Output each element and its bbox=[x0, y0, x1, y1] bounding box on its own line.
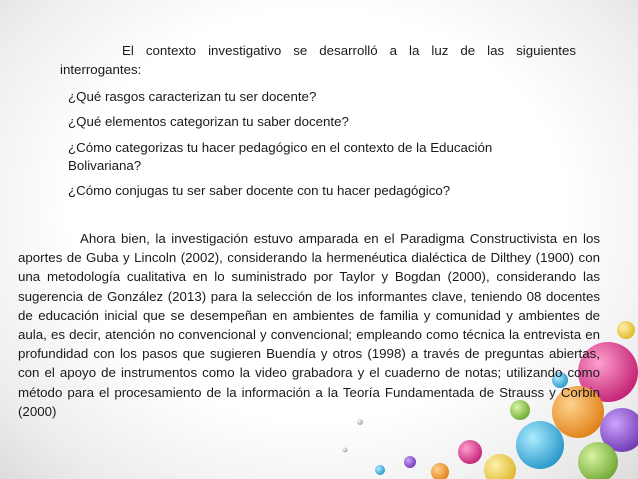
bubble bbox=[375, 465, 385, 475]
bubble bbox=[484, 454, 516, 479]
question-2: ¿Qué elementos categorizan tu saber docente? bbox=[68, 114, 349, 129]
bubble bbox=[458, 440, 482, 464]
question-1: ¿Qué rasgos caracterizan tu ser docente? bbox=[68, 89, 317, 104]
intro-text: El contexto investigativo se desarrolló a la luz de las siguientes interrogantes: bbox=[60, 43, 576, 77]
bubble bbox=[404, 456, 416, 468]
bubble bbox=[343, 448, 348, 453]
question-4: ¿Cómo conjugas tu ser saber docente con tu hacer pedagógico? bbox=[68, 183, 451, 198]
question-3: ¿Cómo categorizas tu hacer pedagógico en el contexto de la Educación Bolivariana? bbox=[68, 140, 493, 173]
body-paragraph: Ahora bien, la investigación estuvo amparada en el Paradigma Constructivista en los aportes de Guba y Lincoln (2002), considerando la hermenéutica dialéctica de Dilthey (1900) con una metodología cualitativa en lo suministrado por Taylor y Bogdan (2000), considerando las sugerencia de González (2013) para la selección de los informantes clave, teniendo 08 docentes de educación inicial que se desempeñan en ambientes de familia y comunidad y ambientes de aula, es decir, atención no convencional y convencional; empleando como técnica la entrevista en profundidad con los pasos que sugieren Buendía y otros (1998) a través de preguntas abiertas, con el apoyo de instrumentos como la video grabadora y el cuaderno de notas; utilizando como método para el procesamiento de la información a la Teoría Fundamentada de Strauss y Corbin (2000) bbox=[18, 231, 600, 419]
bubble bbox=[617, 321, 635, 339]
bubble bbox=[431, 463, 449, 479]
bubble bbox=[516, 421, 564, 469]
